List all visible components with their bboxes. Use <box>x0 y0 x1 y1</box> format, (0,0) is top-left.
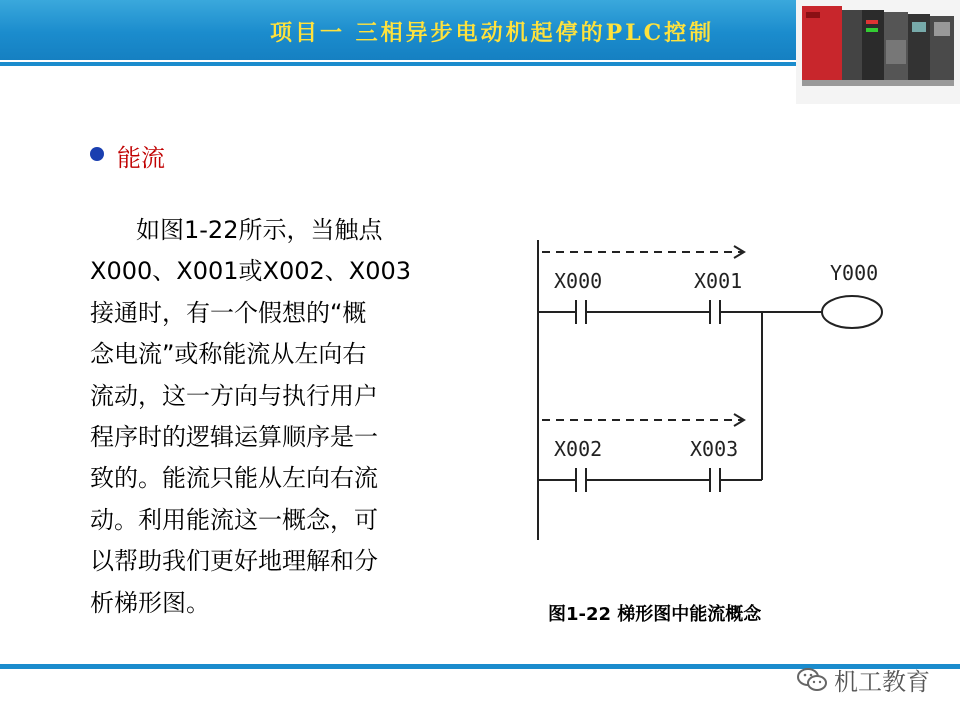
coil-label-y000: Y000 <box>830 261 879 285</box>
plc-device-illustration <box>796 0 960 104</box>
header-divider <box>0 62 800 66</box>
contact-label-x001: X001 <box>694 269 743 293</box>
body-line: 流动，这一方向与执行用户 <box>90 381 378 410</box>
bullet-dot <box>90 147 104 161</box>
ladder-diagram-svg <box>520 230 900 560</box>
body-line: 念电流”或称能流从左向右 <box>90 340 367 369</box>
body-line: 接通时，有一个假想的“概 <box>90 298 367 327</box>
body-line: 以帮助我们更好地理解和分 <box>90 547 378 576</box>
body-line: X000、X001或X002、X003 <box>90 257 411 286</box>
header-title: 项目一 三相异步电动机起停的PLC控制 <box>270 20 715 46</box>
body-paragraph <box>90 210 430 624</box>
wechat-icon <box>796 666 828 694</box>
body-line: 程序时的逻辑运算顺序是一 <box>90 422 378 451</box>
contact-label-x003: X003 <box>690 437 739 461</box>
plc-device-image <box>796 0 960 104</box>
figure-caption: 图1-22 梯形图中能流概念 <box>548 604 762 625</box>
body-line: 致的。能流只能从左向右流 <box>90 464 378 493</box>
watermark-text: 机工教育 <box>834 668 930 696</box>
watermark <box>796 662 930 697</box>
body-line: 析梯形图。 <box>90 588 210 617</box>
contact-label-x002: X002 <box>554 437 603 461</box>
section-heading: 能流 <box>117 144 165 172</box>
ladder-diagram <box>520 230 900 560</box>
body-line: 动。利用能流这一概念，可 <box>90 505 378 534</box>
coil-y000 <box>822 296 882 328</box>
contact-label-x000: X000 <box>554 269 603 293</box>
body-line: 如图1-22所示，当触点 <box>136 216 383 244</box>
